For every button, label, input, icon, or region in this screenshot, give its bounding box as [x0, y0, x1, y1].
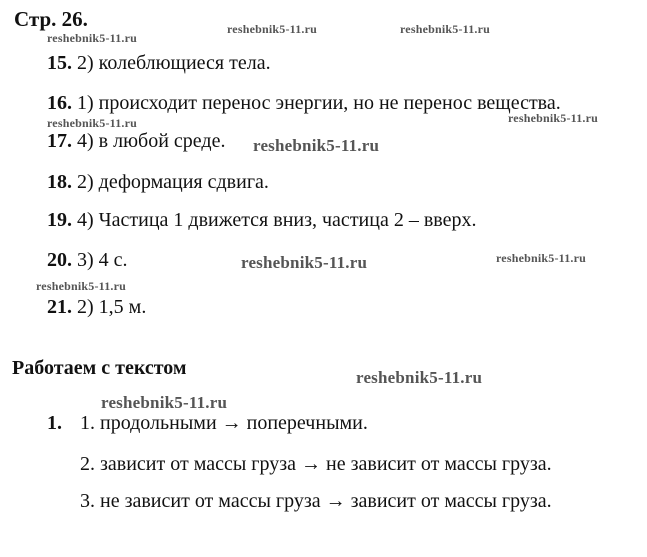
answer-line [47, 208, 476, 232]
answer-line [47, 248, 128, 272]
watermark: reshebnik5-11.ru [227, 22, 317, 36]
answer-number: 20. [47, 249, 72, 271]
watermark: reshebnik5-11.ru [36, 279, 126, 293]
answer-line [47, 295, 146, 319]
answer-text: 1) происходит перенос энергии, но не перенос вещества. [72, 92, 561, 114]
answer-number: 17. [47, 130, 72, 152]
answer-number: 16. [47, 92, 72, 114]
sub-item: 1. продольными → поперечными. [80, 412, 368, 434]
page-title: Стр. 26. [14, 7, 88, 31]
section-heading: Работаем с текстом [12, 357, 187, 379]
answer-line [47, 129, 225, 153]
watermark: reshebnik5-11.ru [508, 111, 598, 125]
answer-line [47, 91, 561, 115]
watermark: reshebnik5-11.ru [241, 253, 368, 272]
watermark: reshebnik5-11.ru [47, 31, 137, 45]
watermark: reshebnik5-11.ru [253, 136, 380, 155]
answer-number: 21. [47, 296, 72, 318]
answer-number: 18. [47, 171, 72, 193]
answer-text: 2) 1,5 м. [72, 296, 147, 318]
answer-text: 2) колеблющиеся тела. [72, 52, 271, 74]
watermark: reshebnik5-11.ru [400, 22, 490, 36]
answer-number: 19. [47, 209, 72, 231]
item-number: 1. [47, 412, 62, 434]
watermark: reshebnik5-11.ru [496, 251, 586, 265]
watermark: reshebnik5-11.ru [101, 393, 228, 412]
answer-text: 4) в любой среде. [72, 130, 226, 152]
answer-number: 15. [47, 52, 72, 74]
answer-line [47, 170, 269, 194]
watermark: reshebnik5-11.ru [47, 116, 137, 130]
sub-item: 2. зависит от массы груза → не зависит от массы груза. [80, 453, 552, 475]
sub-item: 3. не зависит от массы груза → зависит от массы груза. [80, 490, 552, 512]
answer-text: 3) 4 с. [72, 249, 128, 271]
answer-text: 4) Частица 1 движется вниз, частица 2 – вверх. [72, 209, 477, 231]
answer-line [47, 51, 271, 75]
answer-text: 2) деформация сдвига. [72, 171, 269, 193]
watermark: reshebnik5-11.ru [356, 368, 483, 387]
